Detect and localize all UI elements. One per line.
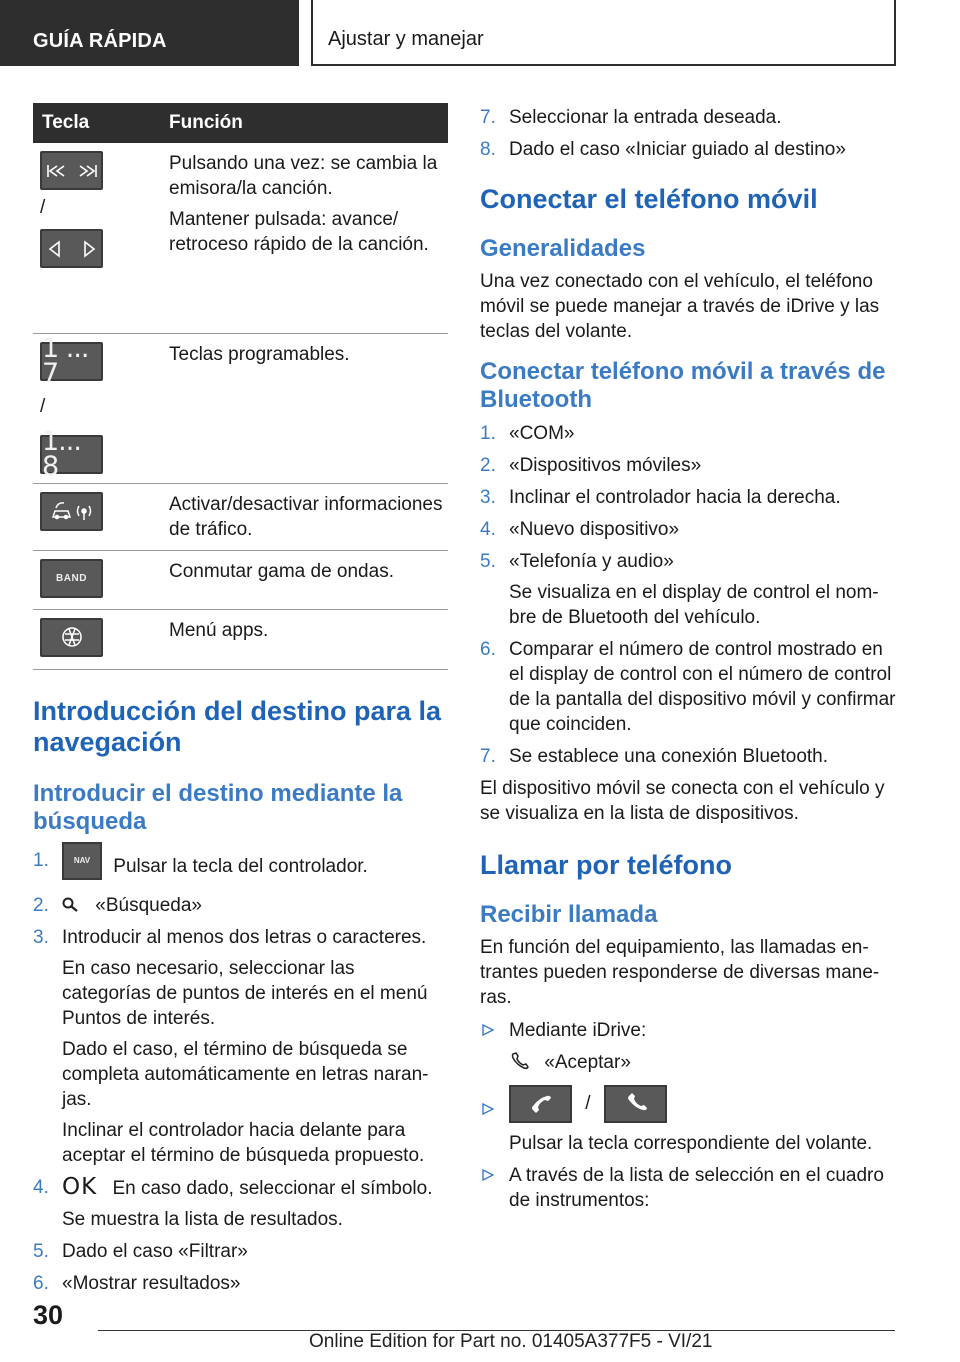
heading-bluetooth: Conectar teléfono móvil a través de Bluetooth [480, 358, 886, 413]
heading-general: Generalidades [480, 235, 646, 262]
list-item: 6. «Mostrar resultados» [33, 1272, 241, 1294]
table-row [33, 143, 448, 333]
phone-key-end-icon [604, 1085, 667, 1123]
list-item: 3. Introducir al menos dos letras o caracteres. En caso necesario, seleccionar las categorías de puntos de interés en el menú Puntos de interés. Dado el caso, el término de búsqueda se completa automáticamente en letras naran‐ jas. Inclinar el controlador hacia delante para aceptar el término de búsqueda propuesto. [33, 926, 429, 1166]
bluetooth-steps [480, 421, 900, 769]
heading-connect-phone: Conectar el teléfono móvil [480, 184, 818, 214]
separator: / [40, 395, 46, 417]
page-number: 30 [33, 1300, 64, 1330]
search-icon [62, 897, 80, 913]
function-text: Pulsando una vez: se cambia la emisora/la canción. [169, 153, 438, 199]
heading-navigation: Introducción del destino para la navegación [33, 695, 442, 757]
table-header-key: Tecla [33, 103, 159, 143]
band-key-icon: BAND [40, 559, 103, 598]
receive-call-options [480, 1018, 900, 1213]
preset-keys-8-icon: 1... 8 [40, 435, 103, 474]
list-item: 6. Comparar el número de control mostrado en el display de control con el número de control de la pantalla del dispositivo móvil y confirmar que coinciden. [480, 639, 896, 735]
paragraph: En función del equipamiento, las llamadas en‐ trantes pueden responderse de diversas mane‐ ras. [480, 937, 880, 1008]
heading-search: Introducir el destino mediante la búsqueda [33, 779, 403, 835]
phone-accept-icon [509, 1051, 531, 1071]
function-text: Conmutar gama de ondas. [169, 560, 394, 582]
function-text: Menú apps. [169, 619, 269, 641]
table-row [33, 333, 448, 483]
list-item: 5. Dado el caso «Filtrar» [33, 1240, 248, 1262]
table-row [33, 609, 448, 669]
apps-icon [40, 618, 103, 657]
list-item: 4. «Nuevo dispositivo» [480, 519, 680, 540]
table-row [33, 550, 448, 609]
table-header-function: Función [159, 103, 448, 143]
edition-text: Online Edition for Part no. 01405A377F5 - VI/21 [309, 1331, 713, 1352]
list-item: Mediante iDrive: «Aceptar» [480, 1018, 900, 1075]
triangle-bullet-icon [482, 1169, 494, 1181]
skip-buttons-icon [40, 151, 103, 190]
function-text: Teclas programables. [169, 343, 350, 365]
separator: / [40, 197, 46, 218]
function-text: Mantener pulsada: avance/ retroceso rápido de la canción. [169, 209, 429, 255]
paragraph: Una vez conectado con el vehículo, el teléfono móvil se puede manejar a través de iDrive y las teclas del volante. [480, 271, 880, 342]
list-item: 1. «COM» [480, 423, 575, 444]
list-item: 5. «Telefonía y audio» Se visualiza en el display de control el nom‐ bre de Bluetooth del vehículo. [480, 551, 879, 628]
phone-key-accept-icon [509, 1085, 572, 1123]
triangle-bullet-icon [482, 1103, 494, 1115]
function-text: Activar/desactivar informaciones de tráfico. [169, 493, 443, 540]
list-item: 2. «Búsqueda» [33, 894, 202, 916]
list-item: A través de la lista de selección en el cuadro de instrumentos: [480, 1163, 900, 1213]
list-item: 3. Inclinar el controlador hacia la derecha. [480, 487, 841, 508]
ok-symbol-icon: OK [62, 1173, 98, 1200]
page-header [0, 0, 960, 66]
list-item: 4. OK En caso dado, seleccionar el símbolo. Se muestra la lista de resultados. [33, 1173, 433, 1230]
arrow-buttons-icon [40, 229, 103, 268]
traffic-info-icon [40, 492, 103, 531]
list-item: 8. Dado el caso «Iniciar guiado al destino» [480, 139, 846, 160]
list-item: 2. «Dispositivos móviles» [480, 455, 702, 476]
list-item: / Pulsar la tecla correspondiente del volante. [480, 1085, 900, 1156]
table-row [33, 483, 448, 550]
search-steps [33, 848, 448, 1296]
triangle-bullet-icon [482, 1024, 494, 1036]
nav-key-icon: NAV [62, 842, 102, 880]
list-item: 1. NAV Pulsar la tecla del controlador. [33, 848, 448, 886]
preset-keys-7-icon: 1 ... 7 [40, 342, 103, 381]
paragraph: El dispositivo móvil se conecta con el vehículo y se visualiza en la lista de dispositivos. [480, 778, 885, 824]
header-tab: GUÍA RÁPIDA [0, 0, 299, 66]
list-item: 7. Seleccionar la entrada deseada. [480, 107, 782, 128]
heading-phone-call: Llamar por teléfono [480, 850, 733, 880]
destination-steps [480, 105, 900, 162]
header-section: Ajustar y manejar [311, 0, 896, 66]
page-footer [0, 1300, 960, 1362]
heading-receive-call: Recibir llamada [480, 901, 658, 928]
left-column [33, 103, 448, 1303]
right-column [480, 103, 900, 1220]
list-item: 7. Se establece una conexión Bluetooth. [480, 746, 829, 767]
key-function-table [33, 103, 448, 670]
